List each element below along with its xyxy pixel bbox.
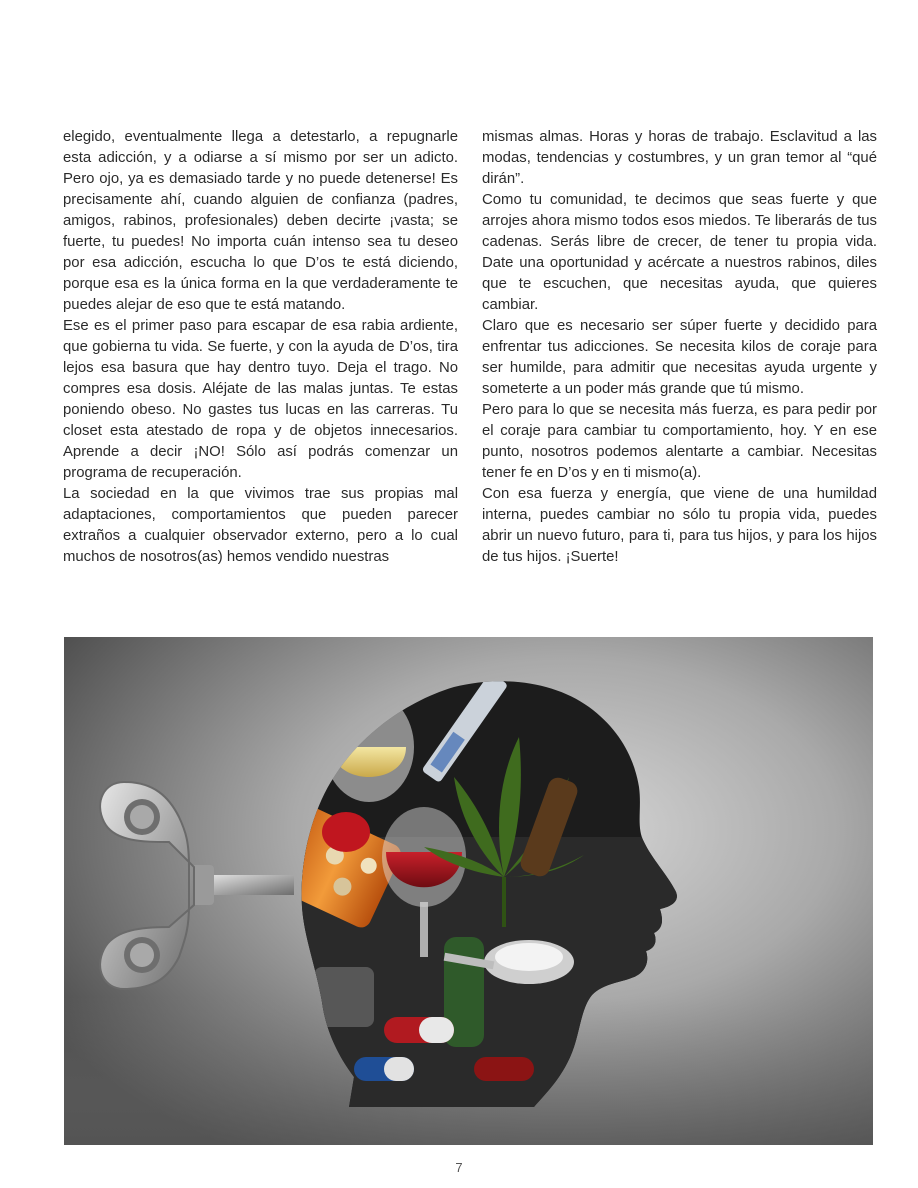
bottle-cap	[322, 812, 370, 852]
paragraph: La sociedad en la que vivimos trae sus propias mal adaptaciones, comportamientos que pueden parecer extraños a cualquier observador externo, pero a lo cual muchos de nosotros(as) hemos vendido nuestras	[63, 486, 458, 565]
paragraph: Pero para lo que se necesita más fuerza, es para pedir por el coraje para cambiar tu comportamiento, hoy. Y en ese punto, nosotros podemos alentarte a cambiar. Necesitas tener fe en D’os y en ti mismo(a).	[482, 402, 877, 481]
paragraph: Claro que es necesario ser súper fuerte y decidido para enfrentar tus adicciones. Se necesita kilos de coraje para ser humilde, para admitir que necesitas ayuda urgente y someterte a un poder más grande que tú mismo.	[482, 318, 877, 397]
right-column	[482, 127, 877, 568]
paragraph: Con esa fuerza y energía, que viene de una humildad interna, puedes cambiar no sólo tu propia vida, puedes abrir un nuevo futuro, para ti, para tus hijos, y para los hijos de tus hijos. ¡Suerte!	[482, 486, 877, 565]
paragraph: Ese es el primer paso para escapar de esa rabia ardiente, que gobierna tu vida. Se fuerte, y con la ayuda de D’os, tira lejos esa basura que hay dentro tuyo. Deja el trago. No compres esa dosis. Aléjate de las malas juntas. Te estas poniendo obeso. No gastes tus lucas en las carreras. Tu closet esta atestado de ropa y de objetos innecesarios. Aprende a decir ¡NO! Sólo así podrás comenzar un programa de recuperación.	[63, 318, 458, 481]
illustration-svg	[64, 637, 873, 1145]
paragraph: mismas almas. Horas y horas de trabajo. Esclavitud a las modas, tendencias y costumbres, y un gran temor al “qué dirán”.	[482, 129, 877, 187]
left-column	[63, 127, 458, 568]
addiction-head-illustration	[64, 637, 873, 1145]
page-number: 7	[455, 1160, 463, 1175]
article-body	[63, 127, 877, 597]
paragraph: Como tu comunidad, te decimos que seas fuerte y que arrojes ahora mismo todos esos miedos. Te liberarás de tus cadenas. Serás libre de crecer, de tener tu propia vida. Date una oportunidad y acércate a nuestros rabinos, diles que te escuchen, que necesitas ayuda, que quieres cambiar.	[482, 192, 877, 313]
paragraph: elegido, eventualmente llega a detestarlo, a repugnarle esta adicción, y a odiarse a sí mismo por ser un adicto. Pero ojo, ya es demasiado tarde y no puede detenerse! Es precisamente ahí, cuando alguien de confianza (padres, amigos, rabinos, profesionales) deben decirte ¡vasta; se fuerte, tu puedes! No importa cuán intenso sea tu deseo por esa adicción, escucha lo que D’os te está diciendo, porque esa es la única forma en la que verdaderamente te puedes alejar de eso que te está matando.	[63, 129, 458, 313]
